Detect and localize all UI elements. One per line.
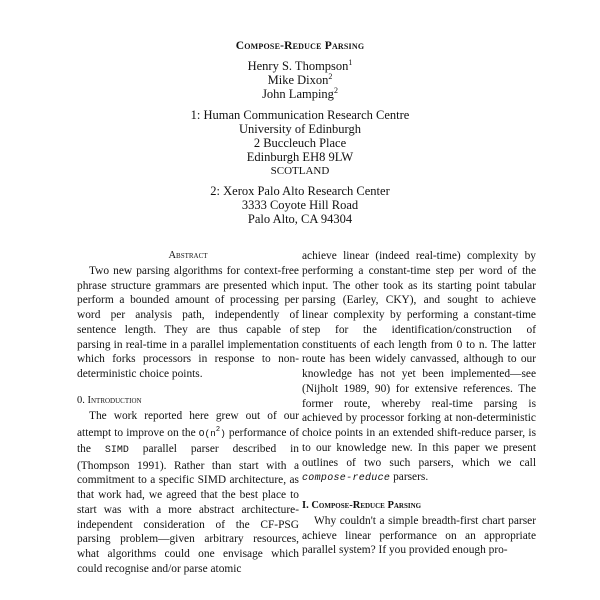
author-2: Mike Dixon$^2$ xyxy=(267,72,333,87)
affiliation-2-line-3: Palo Alto, CA 94304 xyxy=(247,212,353,226)
affiliation-2-line-1: 2: Xerox Palo Alto Research Center xyxy=(210,184,390,198)
author-1: Henry S. Thompson$^1$ xyxy=(247,58,353,73)
left-column xyxy=(77,249,299,577)
affiliation-2-line-2: 3333 Coyote Hill Road xyxy=(241,198,359,212)
abstract-heading: Abstract xyxy=(168,250,208,261)
introduction-paragraph: The work reported here grew out of our attempt to improve on the $O(n^2)$ performance of the SIMD parallel parser described in (Thompson 1991). Rather than start with a commitment to a specific SIMD architecture, as that work had, we agreed that the best place to start was with a more abstract architecture-independent consideration of the CF-PSG parsing problem—given arbitrary resources, what algorithms could one envisage which could recognise and/or parse atomic xyxy=(77,409,300,575)
right-column xyxy=(302,249,536,558)
author-3: John Lamping$^2$ xyxy=(262,86,338,101)
affiliation-1-line-1: 1: Human Communication Research Centre xyxy=(190,108,410,122)
right-paragraph-1: achieve linear (indeed real-time) complexity by performing a constant-time step per word of the input. The other took as its starting point tabular parsing (Earley, CKY), and sought to achieve linear complexity by performing a constant-time step for the identification/construction of constituents of each length from 0 to n. The latter route has been widely canvassed, although to our knowledge has not yet been implemented—see (Nijholt 1989, 90) for extensive references. The former route, whereby real-time parsing is achieved by processor forking at non-deterministic choice points in an extended shift-reduce parser, is to our knowledge new. In this paper we present outlines of two such parsers, which we call compose-reduce parsers. xyxy=(302,250,536,485)
affiliation-1-line-2: University of Edinburgh xyxy=(239,122,361,136)
section-1-heading: I. Compose-Reduce Parsing xyxy=(302,500,422,511)
paper-title: Compose-Reduce Parsing xyxy=(235,40,365,52)
author-block xyxy=(0,59,600,101)
affiliation-2 xyxy=(0,184,600,226)
abstract-body: Two new parsing algorithms for context-free phrase structure grammars are presented which perform a bounded amount of processing per word per analysis path, independently of sentence length. They are thus capable of parsing in real-time in a parallel implementation which forks processors in response to non-deterministic choice points. xyxy=(77,264,299,380)
affiliation-1-line-5: SCOTLAND xyxy=(270,165,330,177)
affiliation-1-line-3: 2 Buccleuch Place xyxy=(253,136,347,150)
affiliation-1 xyxy=(0,108,600,178)
section-1-body: Why couldn't a simple breadth-first chart parser achieve linear performance on an appropriate parallel system? If you provided enough pro- xyxy=(302,514,536,557)
affiliation-1-line-4: Edinburgh EH8 9LW xyxy=(246,150,354,164)
introduction-heading: 0. Introduction xyxy=(77,394,142,406)
